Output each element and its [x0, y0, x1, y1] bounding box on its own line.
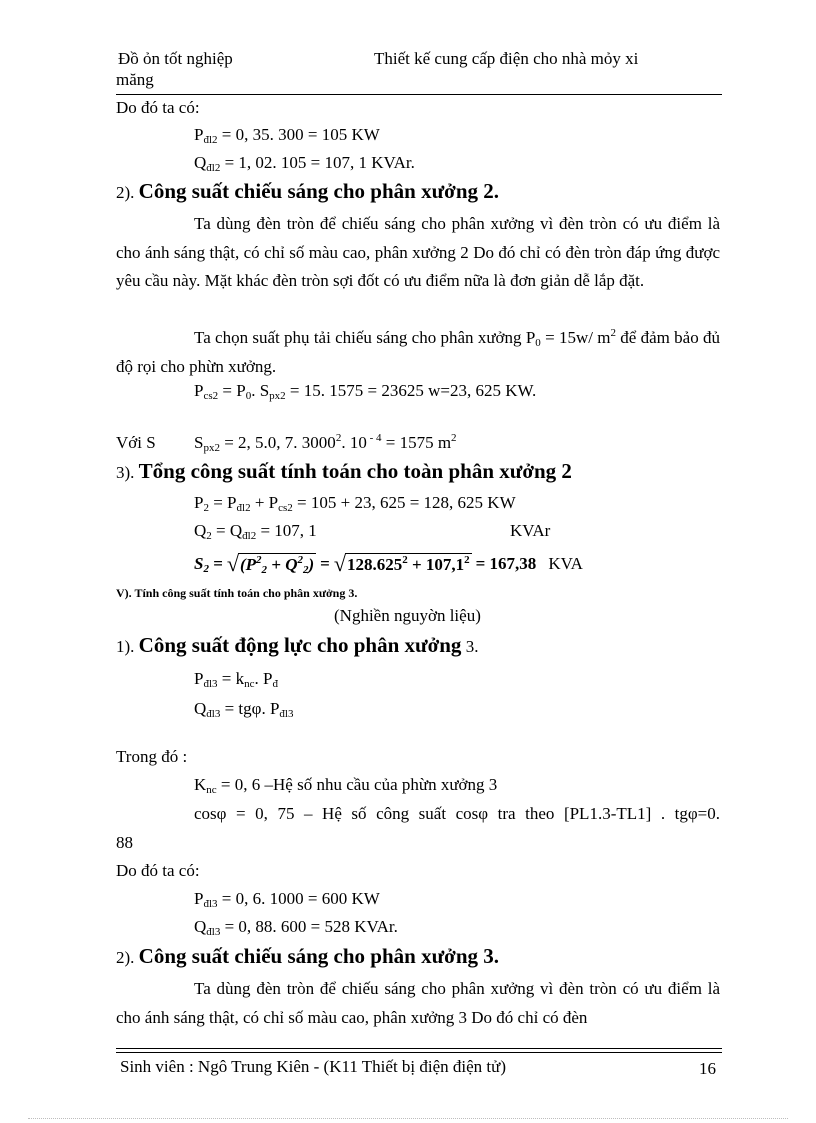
formula-q2-unit: KVAr — [510, 521, 551, 540]
section-heading-v: V). Tính công suất tính toán cho phân xưởng 3. — [116, 586, 358, 600]
knc-definition: $K_{nc} = 0$, 6 –Hệ số nhu cầu của phừn xưởng 3 — [194, 775, 498, 796]
intro-text: Do đó ta có: — [116, 98, 200, 117]
cos-definition-wrap: 88 — [116, 833, 133, 852]
paragraph-lighting-load-2: Ta chọn suất phụ tải chiếu sáng cho phân xưởng $P_0 = 15w/$ $m^2$ để đảm bảo đủ độ rọi cho phừn xưởng. — [116, 327, 721, 376]
formula-qdl3-def: $Q_{đl3} = tg\varphi$. $P_{đl3}$ — [194, 699, 294, 720]
where-label: Trong đó : — [116, 747, 188, 766]
section-heading-lighting-3: 2). Công suất chiếu sáng cho phân xưởng 3. — [116, 944, 499, 968]
sqrt-symbolic: √ $(P^2_2 + Q^2_2)$ — [226, 551, 315, 576]
section-subtitle-v: (Nghiền nguyờn liệu) — [334, 606, 481, 625]
header-thesis-label: Đồ ỏn tốt nghiệp — [118, 49, 233, 68]
cos-definition: cosφ = 0, 75 – Hệ số công suất cosφ tra theo [PL1.3-TL1] . tgφ=0. — [194, 804, 720, 823]
formula-pcs2: $P_{cs2} = P_0$. $S_{px2} = 15$. 1575 = 23625 w=23, 625 KW. — [194, 381, 537, 402]
formula-pdl3-def: $P_{đl3} = k_{nc}$. $P_đ$ — [194, 669, 278, 690]
footer-rule-bottom — [116, 1052, 722, 1053]
formula-qdl2: $Q_{đl2} = 1$, 02. 105 = 107, 1 KVAr. — [194, 153, 415, 174]
formula-p2: $P_2 = P_{đl2} + P_{cs2} = 105 + 23$, 625 = 128, 625 KW — [194, 493, 516, 514]
page-header — [116, 48, 722, 96]
with-s-label: Với S — [116, 433, 156, 452]
sqrt-numeric: √ $128.625^2 + 107,1^2$ — [333, 551, 470, 576]
paragraph-lighting-2: Ta dùng đèn tròn để chiếu sáng cho phân xưởng vì đèn tròn có ưu điểm là cho ánh sáng thật, có chỉ số màu cao, phân xưởng 2 Do đó chỉ có đèn tròn đáp ứng được yêu cầu này. Mặt khác đèn tròn sợi đốt có ưu điểm nữa là đơn giản dễ lắp đặt. — [116, 214, 720, 290]
header-rule — [116, 94, 722, 95]
formula-s2: $S_2$ = √ $(P^2_2 + Q^2_2)$ = √ $128.625^2 + 107,1^2$ = 167,38 KVA — [194, 551, 583, 576]
page-number: 16 — [699, 1059, 716, 1078]
formula-pdl3-value: $P_{đl3} = 0$, 6. 1000 = 600 KW — [194, 889, 380, 910]
header-topic-wrap: măng — [116, 70, 154, 89]
page-edge — [28, 1118, 788, 1119]
formula-pdl2: $P_{đl2} = 0$, 35. 300 = 105 KW — [194, 125, 380, 146]
page-footer — [116, 1056, 722, 1078]
footer-student: Sinh viên : Ngô Trung Kiên - (K11 Thiết bị điện điện tử) — [120, 1057, 507, 1076]
intro-text-3: Do đó ta có: — [116, 861, 200, 880]
header-topic: Thiết kế cung cấp điện cho nhà mỏy xi — [374, 49, 639, 68]
formula-q2: $Q_2 = Q_{đl2} = 107$, 1 — [194, 521, 317, 542]
formula-spx2: $S_{px2} = 2$, 5.0, 7. 3000$^2$. 10 $^{- 4}$ = 1575 $m^2$ — [194, 432, 457, 454]
paragraph-lighting-3: Ta dùng đèn tròn để chiếu sáng cho phân xưởng vì đèn tròn có ưu điểm là cho ánh sáng thật, có chỉ số màu cao, phân xưởng 3 Do đó chỉ có đèn — [116, 979, 720, 1027]
footer-rule-top — [116, 1048, 722, 1049]
section-heading-total-2: 3). Tổng công suất tính toán cho toàn phân xưởng 2 — [116, 459, 572, 483]
formula-qdl3-value: $Q_{đl3} = 0$, 88. 600 = 528 KVAr. — [194, 917, 398, 938]
section-heading-lighting-2: 2). Công suất chiếu sáng cho phân xưởng 2. — [116, 179, 499, 203]
section-heading-power-3: 1). Công suất động lực cho phân xưởng 3. — [116, 633, 479, 657]
